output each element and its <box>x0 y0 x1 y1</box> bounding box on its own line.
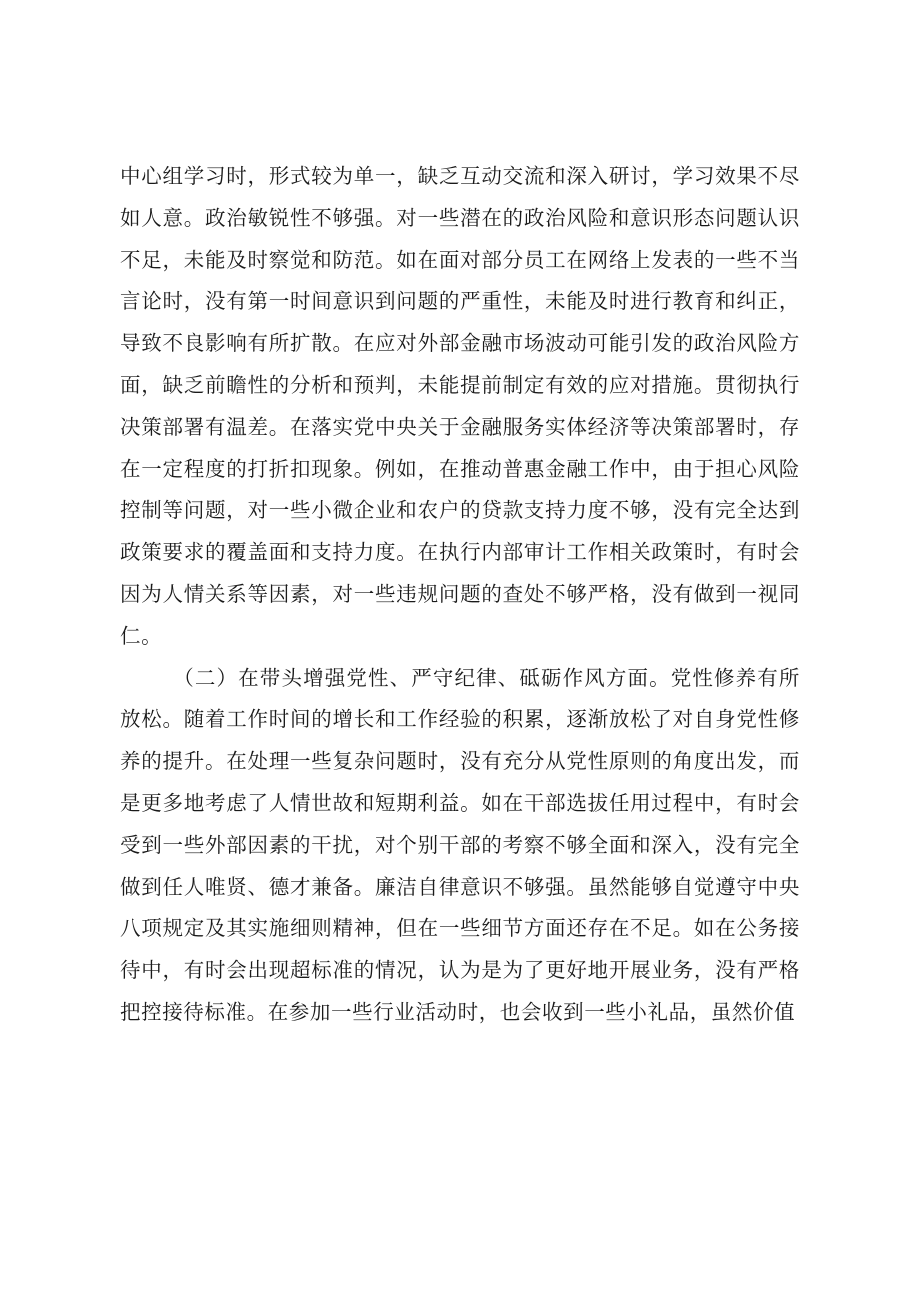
paragraph-continuation: 中心组学习时，形式较为单一，缺乏互动交流和深入研讨，学习效果不尽如人意。政治敏锐性不够强。对一些潜在的政治风险和意识形态问题认识不足，未能及时察觉和防范。如在面对部分员工在网络上发表的一些不当言论时，没有第一时间意识到问题的严重性，未能及时进行教育和纠正，导致不良影响有所扩散。在应对外部金融市场波动可能引发的政治风险方面，缺乏前瞻性的分析和预判，未能提前制定有效的应对措施。贯彻执行决策部署有温差。在落实党中央关于金融服务实体经济等决策部署时，存在一定程度的打折扣现象。例如，在推动普惠金融工作中，由于担心风险控制等问题，对一些小微企业和农户的贷款支持力度不够，没有完全达到政策要求的覆盖面和支持力度。在执行内部审计工作相关政策时，有时会因为人情关系等因素，对一些违规问题的查处不够严格，没有做到一视同仁。 <box>120 164 800 648</box>
paragraph-section-two: （二）在带头增强党性、严守纪律、砥砺作风方面。党性修养有所放松。随着工作时间的增长和工作经验的积累，逐渐放松了对自身党性修养的提升。在处理一些复杂问题时，没有充分从党性原则的角度出发，而是更多地考虑了人情世故和短期利益。如在干部选拔任用过程中，有时会受到一些外部因素的干扰，对个别干部的考察不够全面和深入，没有完全做到任人唯贤、德才兼备。廉洁自律意识不够强。虽然能够自觉遵守中央八项规定及其实施细则精神，但在一些细节方面还存在不足。如在公务接待中，有时会出现超标准的情况，认为是为了更好地开展业务，没有严格把控接待标准。在参加一些行业活动时，也会收到一些小礼品，虽然价值 <box>120 665 800 1024</box>
body-text <box>120 156 800 1034</box>
